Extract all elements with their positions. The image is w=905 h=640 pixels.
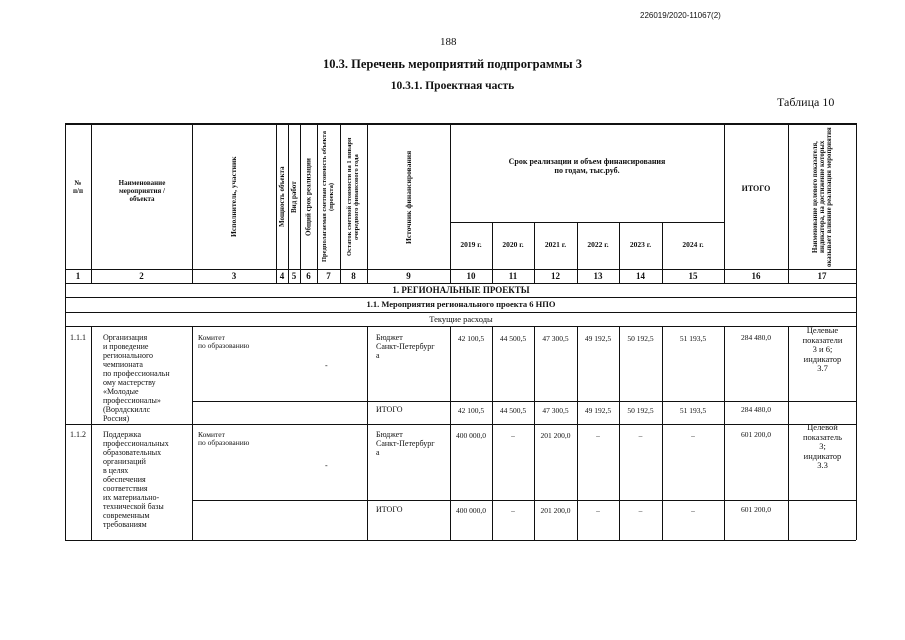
header-capacity: Мощность объекта (277, 166, 286, 228)
table-rule (65, 424, 856, 425)
itogo-total: 284 480,0 (741, 405, 771, 414)
year-header: 2022 г. (587, 240, 609, 249)
row-total: 284 480,0 (741, 333, 771, 342)
table-rule (65, 540, 856, 541)
itogo-value-cell: – (691, 506, 695, 515)
itogo-label: ИТОГО (376, 505, 403, 514)
header-term: Общий срок реализации (304, 158, 313, 236)
document-id: 226019/2020-11067(2) (640, 11, 721, 20)
table-rule (65, 312, 856, 313)
table-rule (65, 283, 856, 284)
table-rule (856, 123, 857, 283)
row-total: 601 200,0 (741, 430, 771, 439)
column-number: 1 (75, 271, 81, 281)
row-source: Бюджет Санкт-Петербург а (376, 430, 435, 457)
header-source: Источник финансирования (404, 150, 414, 244)
column-number: 14 (636, 271, 645, 281)
row-source: Бюджет Санкт-Петербург а (376, 333, 435, 360)
value-cell: 44 500,5 (499, 334, 527, 343)
itogo-value-cell: 50 192,5 (627, 406, 654, 415)
table-rule (193, 401, 856, 402)
value-cell: 47 300,5 (542, 334, 569, 343)
row-num: 1.1.2 (70, 430, 86, 439)
table-rule (856, 283, 857, 540)
column-number: 10 (466, 271, 476, 281)
year-header: 2021 г. (544, 240, 567, 249)
row-executor: Комитет по образованию (198, 333, 250, 351)
table-rule (65, 297, 856, 298)
column-number: 2 (139, 271, 144, 281)
column-number: 4 (279, 271, 285, 281)
column-number: 15 (688, 271, 698, 281)
column-number: 16 (751, 271, 761, 281)
year-header: 2023 г. (629, 240, 652, 249)
header-estimated-cost: Предполагаемая сметная стоимость объекта (проекта) (321, 131, 335, 263)
row-name: Поддержка профессиональных образовательных организаций в целях обеспечения соответствия их материально- технической базы современным требованиям (103, 430, 169, 529)
column-number: 12 (551, 271, 560, 281)
itogo-value-cell: 44 500,5 (499, 406, 527, 415)
itogo-value-cell: 47 300,5 (542, 406, 569, 415)
expense-type-row: Текущие расходы (429, 314, 493, 324)
itogo-value-cell: – (511, 506, 515, 515)
header-total: ИТОГО (741, 184, 771, 193)
value-cell: 42 100,5 (457, 334, 485, 343)
itogo-value-cell: 42 100,5 (457, 406, 485, 415)
subsection-heading: 10.3.1. Проектная часть (390, 80, 515, 92)
column-number: 5 (291, 271, 297, 281)
table-rule (724, 123, 725, 283)
header-period: Срок реализации и объем финансирования по годам, тыс.руб. (508, 157, 666, 175)
column-number: 6 (306, 271, 311, 281)
table-rule (65, 123, 66, 283)
row-name: Организация и проведение регионального чемпионата по профессиональн ому мастерству «Молодые профессионалы» (Ворлдскиллс Россия) (103, 333, 170, 423)
itogo-label: ИТОГО (376, 405, 403, 414)
table-rule (91, 326, 92, 540)
row-executor: Комитет по образованию (198, 430, 250, 448)
table-rule (65, 269, 856, 270)
section-heading: 10.3. Перечень мероприятий подпрограммы 3 (322, 57, 583, 71)
column-number: 11 (508, 271, 518, 281)
subsection-row-title: 1.1. Мероприятия регионального проекта 6 НПО (366, 299, 556, 309)
section-row-title: 1. РЕГИОНАЛЬНЫЕ ПРОЕКТЫ (392, 285, 530, 295)
value-cell: 400 000,0 (456, 431, 486, 440)
year-header: 2024 г. (682, 240, 704, 249)
header-balance: Остаток сметной стоимости на 1 января очередного финансового года (346, 137, 360, 257)
column-number: 9 (406, 271, 411, 281)
header-executor: Исполнитель, участник (229, 156, 239, 238)
row-indicator: Целевые показатели 3 и 6; индикатор 3.7 (802, 325, 843, 374)
itogo-total: 601 200,0 (741, 505, 771, 514)
value-cell: – (638, 431, 643, 440)
value-cell: 201 200,0 (540, 431, 571, 440)
column-number: 3 (231, 271, 237, 281)
header-name: Наименование мероприятия / объекта (118, 179, 166, 203)
itogo-value-cell: 201 200,0 (540, 506, 571, 515)
column-number: 17 (817, 271, 827, 281)
header-indicator: Наименование целевого показателя, индикатора, на достижение которых оказывает влияние реализация мероприятия (811, 127, 834, 267)
year-header: 2020 г. (502, 240, 524, 249)
table-number: Таблица 10 (777, 95, 835, 109)
value-cell: – (511, 431, 515, 440)
value-cell: – (596, 431, 600, 440)
row-dash: - (325, 461, 328, 470)
value-cell: 50 192,5 (627, 334, 654, 343)
header-num: № п/п (72, 179, 83, 195)
column-number: 8 (351, 271, 356, 281)
itogo-value-cell: 49 192,5 (584, 406, 612, 415)
year-header: 2019 г. (460, 240, 482, 249)
row-indicator: Целевой показатель 3; индикатор 3.3 (802, 422, 843, 471)
column-number: 7 (326, 271, 331, 281)
table-rule (367, 326, 368, 540)
itogo-value-cell: 51 193,5 (679, 406, 707, 415)
value-cell: 49 192,5 (584, 334, 612, 343)
itogo-value-cell: – (638, 506, 643, 515)
page-number: 188 (440, 36, 457, 48)
row-dash: - (325, 361, 328, 370)
column-number: 13 (593, 271, 603, 281)
itogo-value-cell: 400 000,0 (456, 506, 486, 515)
table-rule (193, 500, 856, 501)
table-rule (65, 123, 856, 125)
itogo-value-cell: – (596, 506, 600, 515)
table-rule (65, 326, 856, 327)
table-rule (450, 123, 451, 283)
value-cell: 51 193,5 (679, 334, 707, 343)
value-cell: – (691, 431, 695, 440)
header-work-type: Вид работ (289, 181, 298, 213)
row-num: 1.1.1 (70, 333, 86, 342)
